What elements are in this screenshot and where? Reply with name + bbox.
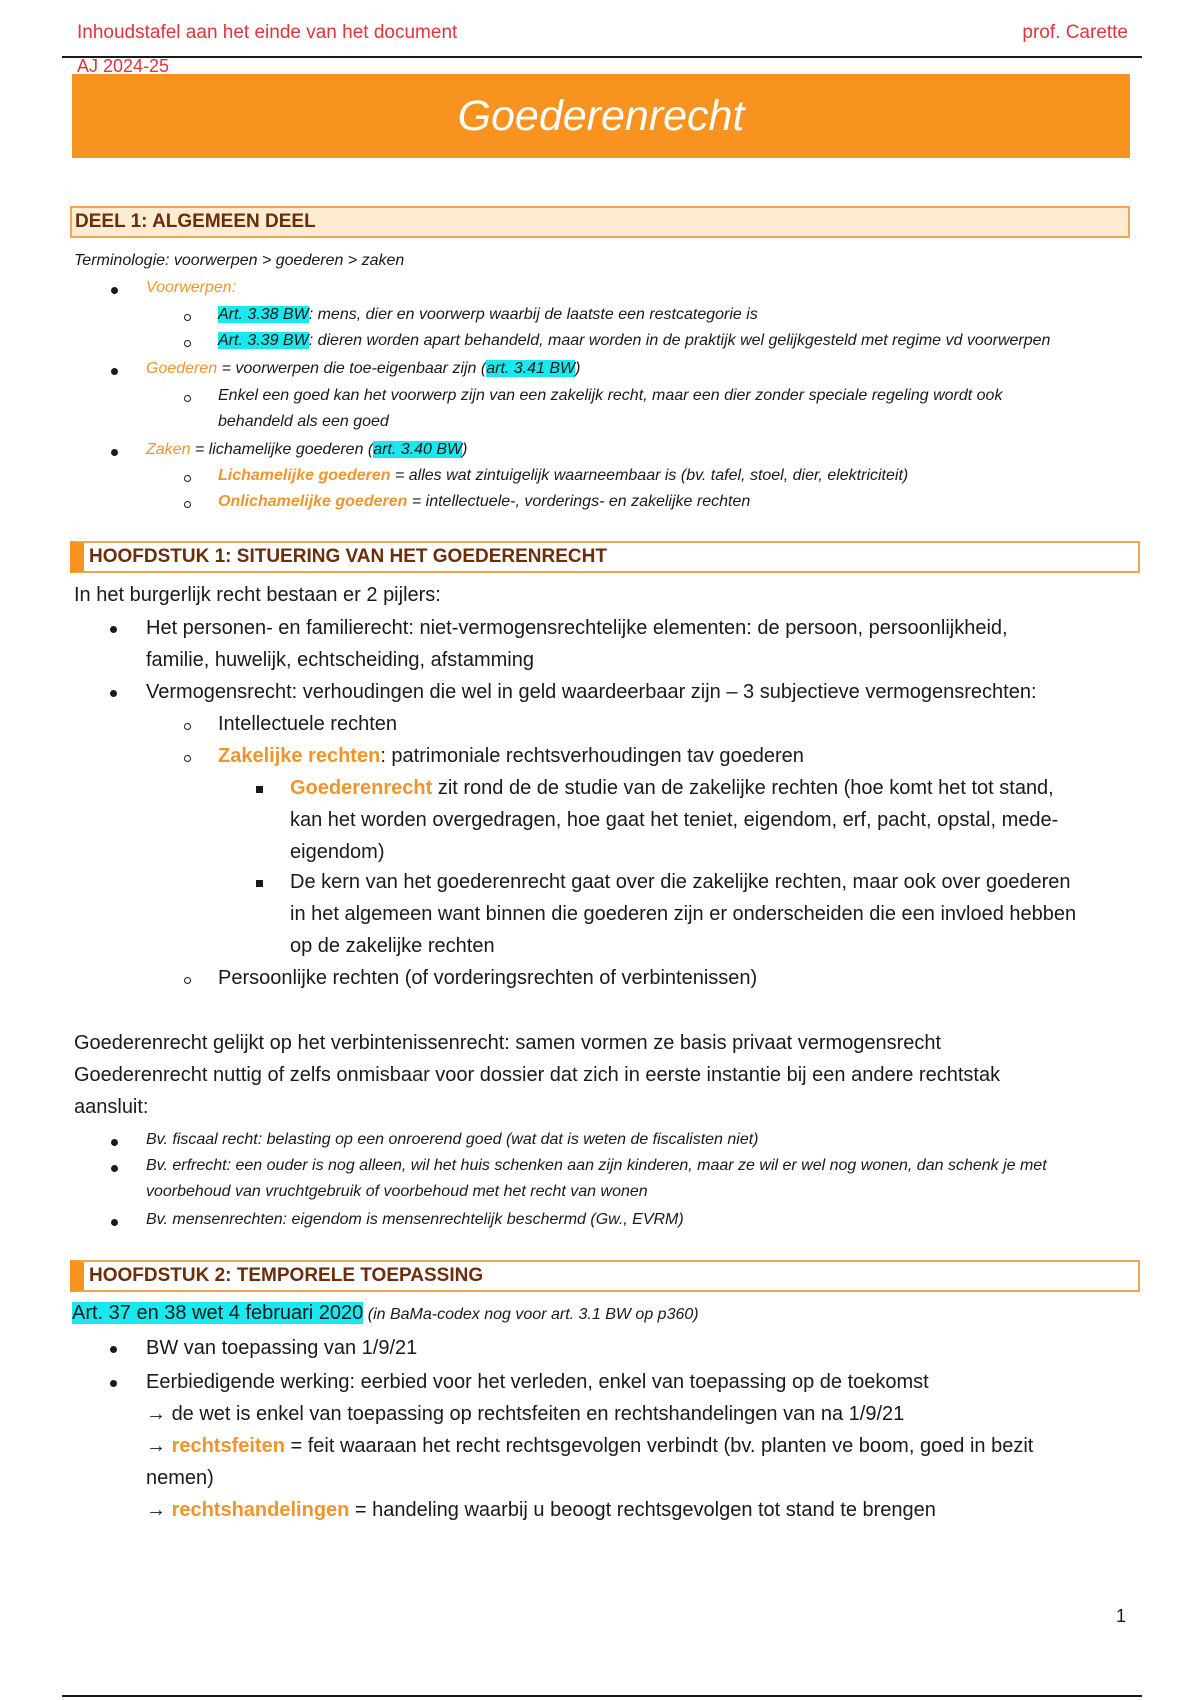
- section-heading-deel1: DEEL 1: ALGEMEEN DEEL: [70, 206, 1130, 238]
- goederen-sub-line2: behandeld als een goed: [218, 413, 389, 430]
- ch1-bullet1-line1: Het personen- en familierecht: niet-vermogensrechtelijke elementen: de persoon, persoonlijkheid,: [146, 617, 1008, 639]
- ch1-goederenrecht-line1: Goederenrecht zit rond de de studie van de zakelijke rechten (hoe komt het tot stand,: [290, 777, 1054, 799]
- list-item-zaken: Zaken = lichamelijke goederen (art. 3.40 BW): [146, 441, 468, 458]
- square-bullet: [256, 786, 263, 793]
- ch1-para1: Goederenrecht gelijkt op het verbintenissenrecht: samen vormen ze basis privaat vermogensrecht: [74, 1032, 942, 1054]
- ch1-bullet1-line2: familie, huwelijk, echtscheiding, afstamming: [146, 649, 534, 671]
- example-erfrecht-line1: Bv. erfrecht: een ouder is nog alleen, wil het huis schenken aan zijn kinderen, maar ze wil er wel nog wonen, dan schenk je met: [146, 1157, 1047, 1174]
- ch1-kern-line2: in het algemeen want binnen die goederen zijn er onderscheiden die een invloed hebben: [290, 903, 1077, 925]
- ch1-goederenrecht-line2: kan het worden overgedragen, hoe gaat het teniet, eigendom, erf, pacht, opstal, mede-: [290, 809, 1059, 831]
- example-fiscaal: Bv. fiscaal recht: belasting op een onroerend goed (wat dat is weten de fiscalisten niet): [146, 1131, 759, 1148]
- circle-bullet: [184, 475, 191, 482]
- list-item-art338: Art. 3.38 BW: mens, dier en voorwerp waarbij de laatste een restcategorie is: [218, 306, 758, 323]
- article-ref: art. 3.40 BW: [373, 441, 463, 458]
- bullet: [111, 1165, 118, 1172]
- ch2-article-line: Art. 37 en 38 wet 4 februari 2020 (in BaMa-codex nog voor art. 3.1 BW op p360): [72, 1302, 699, 1324]
- term-onlichamelijke-goederen: Onlichamelijke goederen: [218, 493, 408, 510]
- header-professor: prof. Carette: [1022, 22, 1128, 43]
- example-erfrecht-line2: voorbehoud van vruchtgebruik of voorbehoud met het recht van wonen: [146, 1183, 648, 1200]
- ch1-intro: In het burgerlijk recht bestaan er 2 pijlers:: [74, 584, 441, 606]
- bullet: [111, 1219, 118, 1226]
- list-item-lichamelijk: Lichamelijke goederen = alles wat zintuigelijk waarneembaar is (bv. tafel, stoel, dier, elektriciteit): [218, 467, 909, 484]
- bullet: [111, 368, 118, 375]
- footer-rule: [62, 1695, 1142, 1697]
- example-mensenrechten: Bv. mensenrechten: eigendom is mensenrechtelijk beschermd (Gw., EVRM): [146, 1211, 684, 1228]
- ch1-zakelijke: Zakelijke rechten: patrimoniale rechtsverhoudingen tav goederen: [218, 745, 804, 767]
- bullet: [111, 449, 118, 456]
- list-item-voorwerpen: Voorwerpen:: [146, 279, 237, 296]
- ch1-kern-line3: op de zakelijke rechten: [290, 935, 495, 957]
- bullet: [111, 287, 118, 294]
- circle-bullet: [184, 395, 191, 402]
- bullet: [110, 626, 117, 633]
- chapter-heading-1: HOOFDSTUK 1: SITUERING VAN HET GOEDERENRECHT: [70, 541, 1140, 573]
- ch2-bullet2: Eerbiedigende werking: eerbied voor het verleden, enkel van toepassing op de toekomst: [146, 1371, 929, 1393]
- bullet: [110, 690, 117, 697]
- ch1-bullet2: Vermogensrecht: verhoudingen die wel in geld waardeerbaar zijn – 3 subjectieve vermogensrechten:: [146, 681, 1037, 703]
- bullet: [111, 1139, 118, 1146]
- ch1-para2-line1: Goederenrecht nuttig of zelfs onmisbaar voor dossier dat zich in eerste instantie bij een andere rechtstak: [74, 1064, 1001, 1086]
- circle-bullet: [184, 314, 191, 321]
- list-item-onlichamelijk: Onlichamelijke goederen = intellectuele-, vorderings- en zakelijke rechten: [218, 493, 751, 510]
- article-ref: Art. 3.39 BW: [218, 332, 309, 349]
- article-ref: Art. 3.38 BW: [218, 306, 309, 323]
- page-number: 1: [1116, 1606, 1127, 1626]
- term-lichamelijke-goederen: Lichamelijke goederen: [218, 467, 391, 484]
- list-item-goederen: Goederen = voorwerpen die toe-eigenbaar zijn (art. 3.41 BW): [146, 360, 581, 377]
- term-rechtshandelingen: rechtshandelingen: [171, 1499, 350, 1521]
- arrow-icon: →: [146, 1403, 166, 1425]
- list-item-art339: Art. 3.39 BW: dieren worden apart behandeld, maar worden in de praktijk wel gelijkgesteld met regime vd voorwerpen: [218, 332, 1051, 349]
- bullet: [110, 1346, 117, 1353]
- header-rule: [62, 56, 1142, 58]
- term-goederen: Goederen: [146, 360, 218, 377]
- circle-bullet: [184, 501, 191, 508]
- term-zakelijke-rechten: Zakelijke rechten: [218, 745, 381, 767]
- arrow-icon: →: [146, 1435, 166, 1457]
- circle-bullet: [184, 723, 191, 730]
- ch2-arrow-line2: → rechtsfeiten = feit waaraan het recht rechtsgevolgen verbindt (bv. planten ve boom, goed in bezit: [146, 1435, 1034, 1457]
- title-banner: Goederenrecht: [72, 74, 1130, 158]
- circle-bullet: [184, 977, 191, 984]
- header-toc-note: Inhoudstafel aan het einde van het document: [77, 22, 458, 43]
- bullet: [110, 1380, 117, 1387]
- circle-bullet: [184, 755, 191, 762]
- article-ref: art. 3.41 BW: [486, 360, 576, 377]
- chapter-heading-2: HOOFDSTUK 2: TEMPORELE TOEPASSING: [70, 1260, 1140, 1292]
- ch1-goederenrecht-line3: eigendom): [290, 841, 385, 863]
- term-voorwerpen: Voorwerpen: [146, 279, 232, 296]
- ch2-arrow-line1: → de wet is enkel van toepassing op rechtsfeiten en rechtshandelingen van na 1/9/21: [146, 1403, 905, 1425]
- ch2-arrow-line2-cont: nemen): [146, 1467, 214, 1489]
- ch1-persoonlijke: Persoonlijke rechten (of vorderingsrechten of verbintenissen): [218, 967, 758, 989]
- academic-year: AJ 2024-25: [77, 56, 170, 76]
- arrow-icon: →: [146, 1499, 166, 1521]
- terminology-line: Terminologie: voorwerpen > goederen > zaken: [74, 252, 405, 269]
- term-rechtsfeiten: rechtsfeiten: [171, 1435, 285, 1457]
- goederen-sub-line1: Enkel een goed kan het voorwerp zijn van een zakelijk recht, maar een dier zonder speciale regeling wordt ook: [218, 387, 1003, 404]
- term-zaken: Zaken: [146, 441, 191, 458]
- circle-bullet: [184, 340, 191, 347]
- square-bullet: [256, 880, 263, 887]
- ch2-arrow-line3: → rechtshandelingen = handeling waarbij u beoogt rechtsgevolgen tot stand te brengen: [146, 1499, 936, 1521]
- term-goederenrecht: Goederenrecht: [290, 777, 433, 799]
- ch1-kern-line1: De kern van het goederenrecht gaat over die zakelijke rechten, maar ook over goederen: [290, 871, 1071, 893]
- article-ref: Art. 37 en 38 wet 4 februari 2020: [72, 1302, 364, 1324]
- ch1-intellectuele: Intellectuele rechten: [218, 713, 398, 735]
- ch2-bullet1: BW van toepassing van 1/9/21: [146, 1337, 418, 1359]
- ch1-para2-line2: aansluit:: [74, 1096, 149, 1118]
